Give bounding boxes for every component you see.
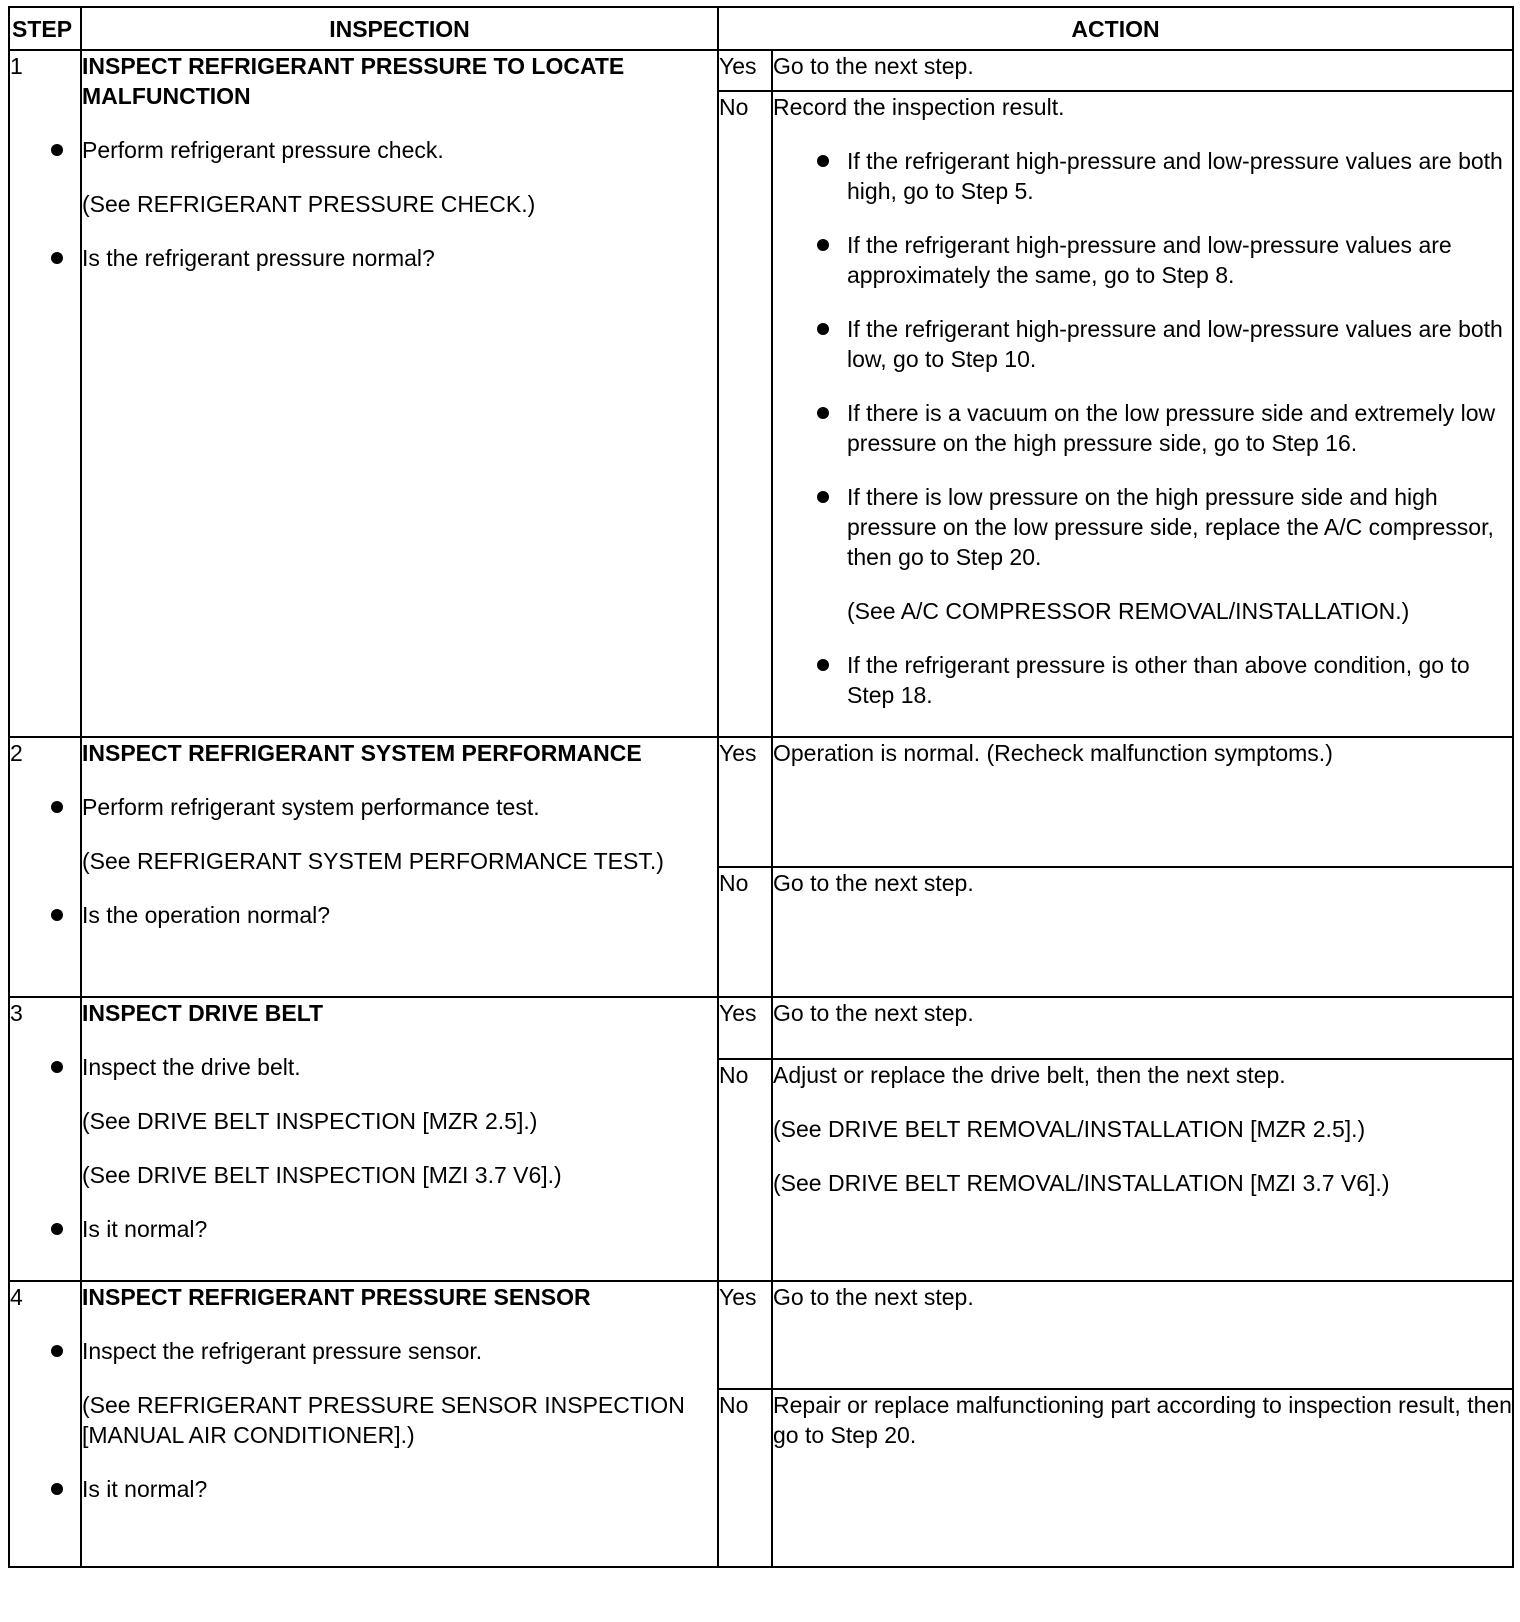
bullet-icon — [817, 491, 829, 503]
action-text: If there is a vacuum on the low pressure side and extremely low pressure on the high pressure side, go to Step 16. — [847, 400, 1496, 456]
yes-action: Go to the next step. — [772, 50, 1513, 91]
inspection-cell — [81, 1281, 718, 1567]
inspection-cell — [81, 997, 718, 1281]
inspection-text: Is it normal? — [82, 1476, 208, 1502]
bullet-icon — [51, 1223, 63, 1235]
no-action — [772, 1059, 1513, 1281]
no-label: No — [718, 867, 772, 997]
no-action — [772, 91, 1513, 737]
action-text: If the refrigerant pressure is other than above condition, go to Step 18. — [847, 652, 1470, 708]
inspection-text: Perform refrigerant pressure check. — [82, 137, 444, 163]
inspection-bullet — [82, 900, 717, 930]
inspection-text: Perform refrigerant system performance test. — [82, 794, 540, 820]
yes-label: Yes — [718, 737, 772, 867]
inspection-reference: (See DRIVE BELT INSPECTION [MZR 2.5].) — [82, 1108, 538, 1134]
no-label: No — [718, 91, 772, 737]
inspection-text: Is it normal? — [82, 1216, 208, 1242]
no-action-text: Record the inspection result. — [773, 94, 1065, 120]
action-bullet — [847, 398, 1512, 458]
inspection-cell — [81, 737, 718, 997]
action-bullet — [847, 650, 1512, 710]
inspection-reference: (See REFRIGERANT PRESSURE SENSOR INSPECTION [MANUAL AIR CONDITIONER].) — [82, 1392, 685, 1448]
bullet-icon — [817, 155, 829, 167]
inspection-title: INSPECT DRIVE BELT — [82, 1000, 324, 1026]
no-action: Repair or replace malfunctioning part according to inspection result, then go to Step 20. — [772, 1389, 1513, 1567]
bullet-icon — [51, 1345, 63, 1357]
no-action-text: Adjust or replace the drive belt, then the next step. — [773, 1062, 1286, 1088]
header-inspection: INSPECTION — [81, 7, 718, 50]
action-text: If the refrigerant high-pressure and low-pressure values are approximately the same, go to Step 8. — [847, 232, 1452, 288]
yes-label: Yes — [718, 997, 772, 1059]
bullet-icon — [51, 801, 63, 813]
action-bullet — [847, 314, 1512, 374]
step-number: 1 — [9, 50, 81, 737]
inspection-reference: (See REFRIGERANT PRESSURE CHECK.) — [82, 191, 536, 217]
action-reference: (See A/C COMPRESSOR REMOVAL/INSTALLATION.) — [847, 598, 1410, 624]
action-text: If there is low pressure on the high pressure side and high pressure on the low pressure side, replace the A/C compressor, then go to Step 20. — [847, 484, 1494, 570]
action-text: If the refrigerant high-pressure and low-pressure values are both high, go to Step 5. — [847, 148, 1503, 204]
no-action-bullets — [773, 146, 1512, 710]
bullet-icon — [817, 659, 829, 671]
no-label: No — [718, 1059, 772, 1281]
yes-label: Yes — [718, 50, 772, 91]
bullet-icon — [817, 239, 829, 251]
yes-label: Yes — [718, 1281, 772, 1389]
no-action: Go to the next step. — [772, 867, 1513, 997]
inspection-bullet — [82, 243, 717, 273]
inspection-reference: (See DRIVE BELT INSPECTION [MZI 3.7 V6].) — [82, 1162, 562, 1188]
inspection-text: Inspect the refrigerant pressure sensor. — [82, 1338, 483, 1364]
header-step: STEP — [9, 7, 81, 50]
inspection-text: Is the operation normal? — [82, 902, 331, 928]
bullet-icon — [51, 144, 63, 156]
inspection-text: Inspect the drive belt. — [82, 1054, 301, 1080]
action-reference: (See DRIVE BELT REMOVAL/INSTALLATION [MZR 2.5].) — [773, 1116, 1366, 1142]
step-number: 2 — [9, 737, 81, 997]
inspection-cell — [81, 50, 718, 737]
bullet-icon — [817, 407, 829, 419]
bullet-icon — [51, 1483, 63, 1495]
inspection-reference: (See REFRIGERANT SYSTEM PERFORMANCE TEST.) — [82, 848, 664, 874]
action-text: If the refrigerant high-pressure and low-pressure values are both low, go to Step 10. — [847, 316, 1503, 372]
table-row — [9, 1281, 1513, 1389]
inspection-title: INSPECT REFRIGERANT SYSTEM PERFORMANCE — [82, 740, 642, 766]
inspection-bullet — [82, 1214, 717, 1244]
step-number: 3 — [9, 997, 81, 1281]
inspection-title: INSPECT REFRIGERANT PRESSURE SENSOR — [82, 1284, 591, 1310]
bullet-icon — [817, 323, 829, 335]
table-row — [9, 737, 1513, 867]
header-action: ACTION — [718, 7, 1513, 50]
inspection-title: INSPECT REFRIGERANT PRESSURE TO LOCATE MALFUNCTION — [82, 53, 625, 109]
inspection-bullet — [82, 1474, 717, 1504]
inspection-bullet — [82, 1336, 717, 1366]
step-number: 4 — [9, 1281, 81, 1567]
inspection-text: Is the refrigerant pressure normal? — [82, 245, 435, 271]
yes-action: Go to the next step. — [772, 997, 1513, 1059]
header-row — [9, 7, 1513, 50]
no-label: No — [718, 1389, 772, 1567]
yes-action: Go to the next step. — [772, 1281, 1513, 1389]
action-reference: (See DRIVE BELT REMOVAL/INSTALLATION [MZI 3.7 V6].) — [773, 1170, 1390, 1196]
bullet-icon — [51, 1061, 63, 1073]
inspection-bullet — [82, 135, 717, 165]
bullet-icon — [51, 909, 63, 921]
action-bullet — [847, 482, 1512, 572]
diagnostic-table — [8, 6, 1514, 1568]
action-bullet — [847, 230, 1512, 290]
bullet-icon — [51, 252, 63, 264]
table-row — [9, 997, 1513, 1059]
yes-action: Operation is normal. (Recheck malfunction symptoms.) — [772, 737, 1513, 867]
inspection-bullet — [82, 792, 717, 822]
table-row — [9, 50, 1513, 91]
inspection-bullet — [82, 1052, 717, 1082]
action-bullet — [847, 146, 1512, 206]
